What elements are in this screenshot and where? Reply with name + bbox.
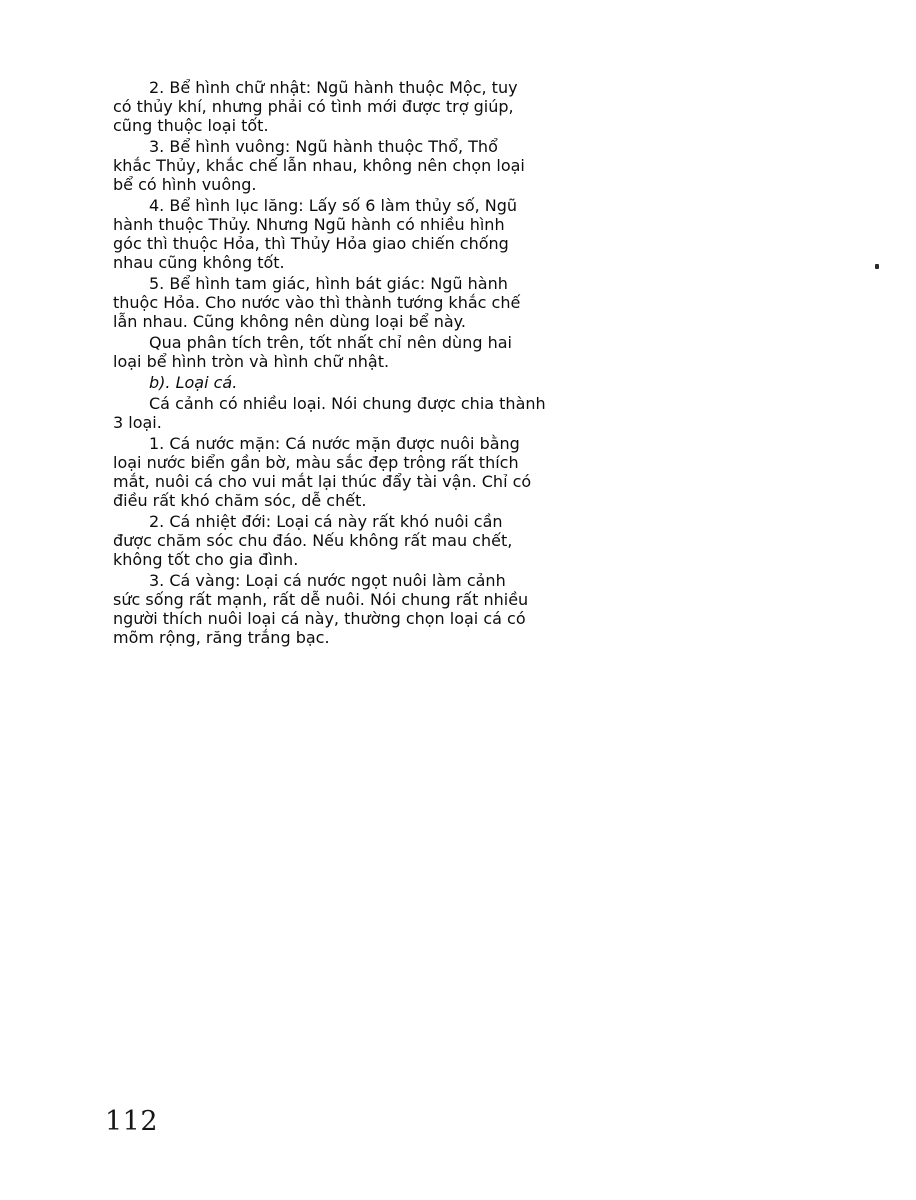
- text-line: [113, 333, 747, 352]
- line-text: 1. Cá nước mặn: Cá nước mặn được nuôi bằng: [149, 434, 520, 453]
- text-line: [113, 531, 747, 550]
- subheading-loai-ca: [113, 373, 747, 392]
- text-line: [113, 512, 747, 531]
- paragraph-summary: [113, 333, 747, 371]
- line-text: loại nước biển gần bờ, màu sắc đẹp trông rất thích: [113, 453, 519, 472]
- text-line: [113, 453, 747, 472]
- text-line: [113, 156, 747, 175]
- line-text: 2. Cá nhiệt đới: Loại cá này rất khó nuôi cần: [149, 512, 503, 531]
- text-line: không tốt cho gia đình.: [113, 550, 299, 569]
- paragraph-fish-saltwater: [113, 434, 747, 510]
- line-text: mắt, nuôi cá cho vui mắt lại thúc đẩy tài vận. Chỉ có: [113, 472, 532, 491]
- text-line: [113, 571, 747, 590]
- paragraph-fish-tropical: [113, 512, 747, 569]
- text-line: [113, 609, 747, 628]
- paragraph-bell-rectangular: [113, 78, 747, 135]
- line-text: khắc Thủy, khắc chế lẫn nhau, không nên chọn loại: [113, 156, 525, 175]
- paragraph-bell-triangular: [113, 274, 747, 331]
- subheading-text: b). Loại cá.: [149, 373, 238, 392]
- text-line: [113, 78, 747, 97]
- line-text: 3. Cá vàng: Loại cá nước ngọt nuôi làm cảnh: [149, 571, 506, 590]
- text-line: điều rất khó chăm sóc, dễ chết.: [113, 491, 367, 510]
- text-line: [113, 434, 747, 453]
- text-line: nhau cũng không tốt.: [113, 253, 285, 272]
- line-text: 3. Bể hình vuông: Ngũ hành thuộc Thổ, Thổ: [149, 137, 498, 156]
- text-line: [113, 97, 747, 116]
- line-text: sức sống rất mạnh, rất dễ nuôi. Nói chung rất nhiều: [113, 590, 529, 609]
- paragraph-bell-square: [113, 137, 747, 194]
- text-line: cũng thuộc loại tốt.: [113, 116, 269, 135]
- text-line: loại bể hình tròn và hình chữ nhật.: [113, 352, 390, 371]
- page-text-column: [113, 78, 747, 649]
- line-text: 4. Bể hình lục lăng: Lấy số 6 làm thủy số, Ngũ: [149, 196, 518, 215]
- text-line: 3 loại.: [113, 413, 162, 432]
- text-line: bể có hình vuông.: [113, 175, 257, 194]
- text-line: [113, 293, 747, 312]
- line-text: được chăm sóc chu đáo. Nếu không rất mau chết,: [113, 531, 513, 550]
- text-line: lẫn nhau. Cũng không nên dùng loại bể này.: [113, 312, 466, 331]
- text-line: mõm rộng, răng trắng bạc.: [113, 628, 330, 647]
- line-text: góc thì thuộc Hỏa, thì Thủy Hỏa giao chiến chống: [113, 234, 509, 253]
- line-text: thuộc Hỏa. Cho nước vào thì thành tướng khắc chế: [113, 293, 521, 312]
- text-line: [113, 215, 747, 234]
- line-text: hành thuộc Thủy. Nhưng Ngũ hành có nhiều hình: [113, 215, 505, 234]
- line-text: 2. Bể hình chữ nhật: Ngũ hành thuộc Mộc, tuy: [149, 78, 518, 97]
- line-text: có thủy khí, nhưng phải có tình mới được trợ giúp,: [113, 97, 514, 116]
- paragraph-fish-intro: [113, 394, 747, 432]
- paragraph-fish-goldfish: [113, 571, 747, 647]
- line-text: Qua phân tích trên, tốt nhất chỉ nên dùng hai: [149, 333, 512, 352]
- line-text: người thích nuôi loại cá này, thường chọn loại cá có: [113, 609, 526, 628]
- text-line: [113, 196, 747, 215]
- text-line: [113, 234, 747, 253]
- text-line: [113, 394, 747, 413]
- line-text: Cá cảnh có nhiều loại. Nói chung được chia thành: [149, 394, 546, 413]
- text-line: [113, 137, 747, 156]
- page-number: 112: [105, 1106, 159, 1137]
- text-line: [113, 274, 747, 293]
- text-line: [113, 590, 747, 609]
- paragraph-bell-hexagonal: [113, 196, 747, 272]
- line-text: 5. Bể hình tam giác, hình bát giác: Ngũ hành: [149, 274, 508, 293]
- scan-speck-artifact: [875, 264, 879, 269]
- text-line: [113, 472, 747, 491]
